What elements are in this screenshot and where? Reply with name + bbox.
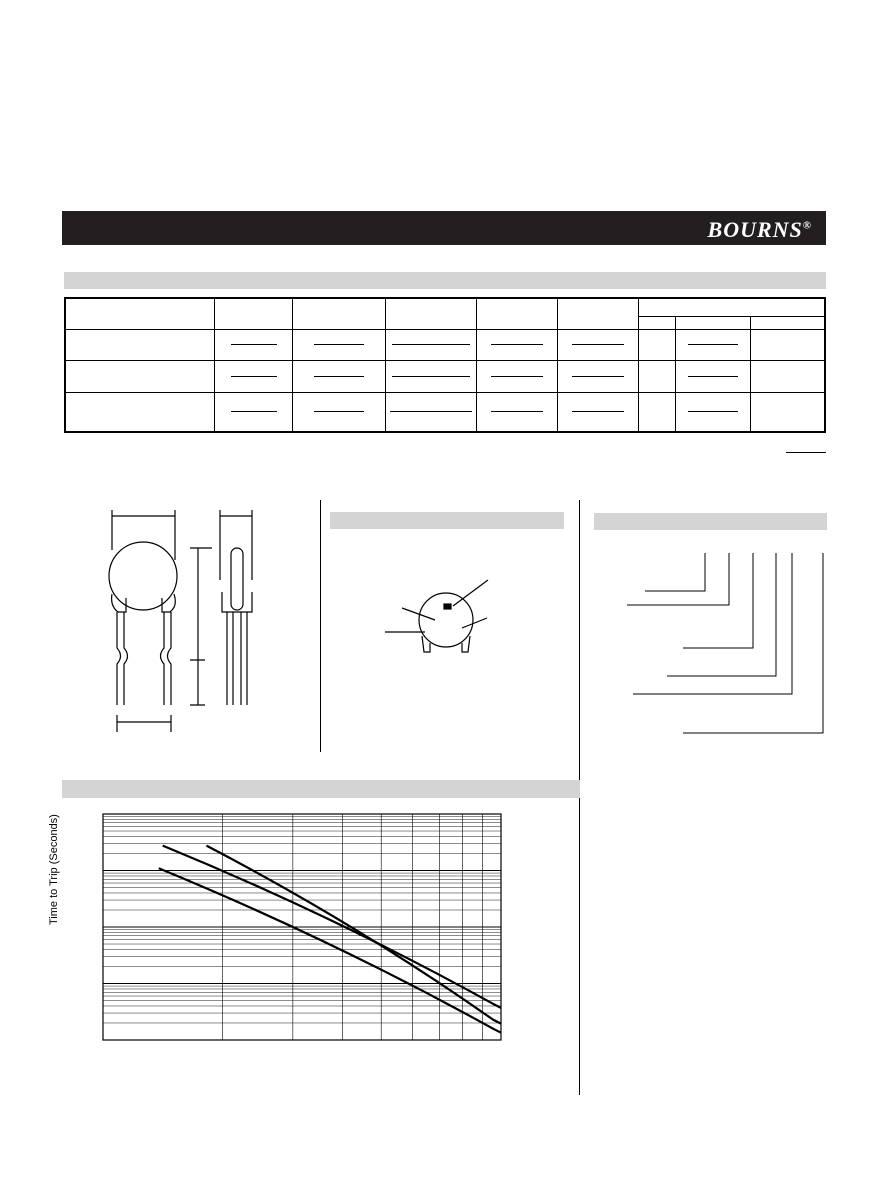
trip-time-chart [102,813,502,1041]
table-header-cell [477,298,558,329]
table-header-cell [293,298,386,329]
table-header-cell [639,316,676,329]
table-header-cell [639,298,826,316]
section-bar-specifications [64,272,826,289]
table-row [65,361,825,393]
brand-logo: BOURNS® [707,217,812,242]
table-header-cell [386,298,477,329]
table-row [65,329,825,361]
footnote-line [786,452,826,453]
table-header-cell [751,316,826,329]
section-bar-chart [62,780,580,798]
spec-table [64,297,826,433]
table-row [65,392,825,432]
section-bar-part-numbering [594,513,827,530]
table-header-cell [65,298,215,329]
header-bar [62,211,826,245]
table-header-cell [676,316,751,329]
table-header-cell [558,298,639,329]
table-header-cell [215,298,293,329]
y-axis-label: Time to Trip (Seconds) [48,814,60,925]
column-divider [320,500,321,752]
section-bar-marking [330,512,564,529]
